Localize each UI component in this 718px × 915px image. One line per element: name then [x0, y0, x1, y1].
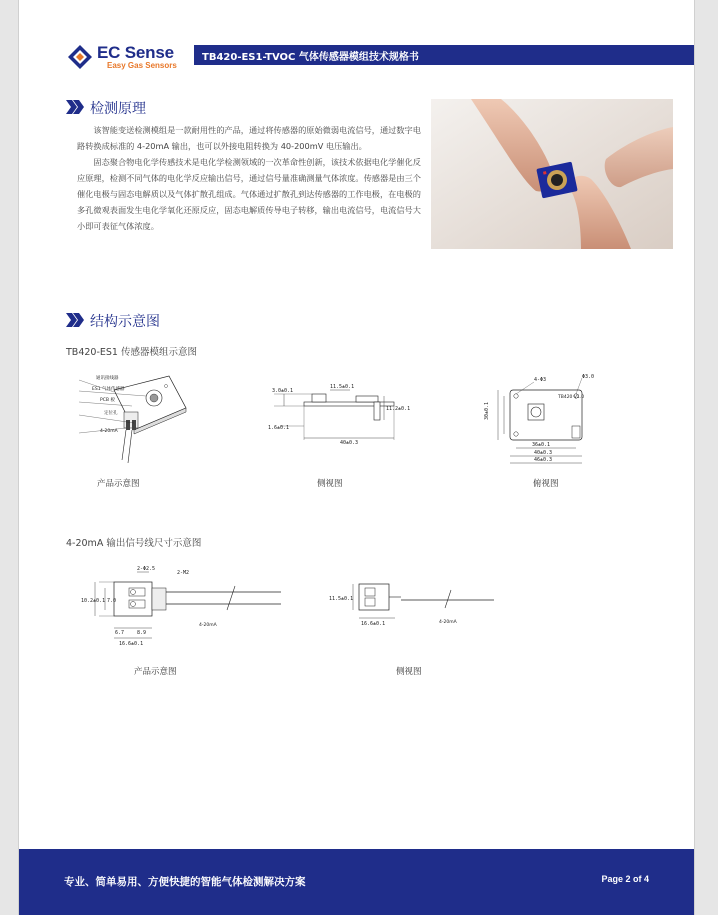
svg-text:11.5±0.1: 11.5±0.1: [330, 384, 355, 390]
section-heading-principle: [66, 98, 266, 118]
document-page: [18, 0, 695, 915]
document-title: TB420-ES1-TVOC 气体传感器模组技术规格书: [202, 52, 419, 63]
svg-text:11.5±0.1: 11.5±0.1: [329, 596, 354, 602]
figure2-caption-product: 产品示意图: [134, 667, 177, 677]
section-title: 结构示意图: [90, 314, 160, 330]
cable-label: 4-20mA: [199, 623, 217, 628]
svg-text:16.6±0.1: 16.6±0.1: [119, 641, 144, 647]
figure1-subtitle: TB420-ES1 传感器模组示意图: [66, 347, 197, 358]
ec-sense-logo: [67, 42, 197, 70]
label-gas-sensor: ES1 气体传感器: [92, 387, 125, 392]
svg-text:6.7: 6.7: [115, 630, 125, 636]
svg-text:1.6±0.1: 1.6±0.1: [268, 425, 290, 431]
svg-text:3.0±0.1: 3.0±0.1: [272, 388, 294, 394]
figure1-caption-top: 俯视图: [533, 479, 559, 489]
page-footer: [19, 849, 694, 915]
figure2-subtitle: 4-20mA 输出信号线尺寸示意图: [66, 538, 202, 549]
label-pcb: PCB 板: [100, 398, 115, 403]
svg-text:46±0.3: 46±0.3: [534, 457, 553, 463]
svg-text:11.2±0.1: 11.2±0.1: [386, 406, 411, 412]
svg-text:7.0: 7.0: [107, 598, 117, 604]
paragraph: 该智能变送检测模组是一款耐用性的产品，通过将传感器的原始微弱电流信号，通过数字电路转换成标准的 4-20mA 输出，也可以外接电阻转换为 40-200mV 电压输出。: [77, 125, 421, 151]
svg-text:8.9: 8.9: [137, 630, 147, 636]
figure1-caption-side: 侧视图: [317, 479, 343, 489]
svg-text:36±0.1: 36±0.1: [532, 442, 551, 448]
svg-text:40±0.3: 40±0.3: [534, 450, 553, 456]
cable-label: 4-20mA: [439, 620, 457, 625]
module-top-view-drawing: [474, 370, 604, 470]
figure2-caption-side: 侧视图: [396, 667, 422, 677]
brand-name: EC Sense: [97, 43, 174, 62]
board-label: TB420 V1.0: [558, 395, 585, 400]
double-chevron-icon: [66, 100, 84, 114]
label-mount-hole: 定位孔: [104, 411, 118, 416]
label-output: 4-20mA: [100, 429, 118, 434]
svg-text:2-Φ2.5: 2-Φ2.5: [137, 566, 156, 572]
module-product-drawing: [74, 368, 199, 473]
principle-text: [77, 122, 422, 234]
svg-text:30±0.1: 30±0.1: [484, 401, 490, 420]
footer-slogan: 专业、简单易用、方便快捷的智能气体检测解决方案: [64, 876, 306, 888]
svg-text:Φ3.0: Φ3.0: [582, 374, 595, 380]
svg-text:4-Φ3: 4-Φ3: [534, 377, 547, 383]
svg-text:16.6±0.1: 16.6±0.1: [361, 621, 386, 627]
sensor-in-fingers-photo: [431, 99, 673, 249]
logo-diamond-icon: [67, 44, 93, 70]
paragraph: 固态聚合物电化学传感技术是电化学检测领域的一次革命性创新，该技术依据电化学催化反应原理，检测不同气体的电化学反应输出信号，通过信号量准确测量气体浓度。传感器是由三个催化电极与固态电解质以及气体扩散孔组成。气体通过扩散孔到达传感器的工作电极，在电极的多孔微观表面发生电化学氧化还原反应，固态电解质传导电子转移，输出电流信号，电流信号大小即可表征气体浓度。: [77, 157, 421, 231]
cable-product-drawing: [59, 562, 289, 657]
label-connector: 通讯接线器: [96, 376, 119, 381]
figure1-caption-product: 产品示意图: [97, 479, 140, 489]
section-heading-structure: [66, 311, 266, 331]
cable-side-view-drawing: [309, 570, 509, 640]
module-side-view-drawing: [244, 380, 411, 455]
page-number: Page 2 of 4: [601, 874, 649, 884]
svg-text:2-M2: 2-M2: [177, 570, 190, 576]
double-chevron-icon: [66, 313, 84, 327]
header-title-bar: [194, 45, 694, 65]
svg-text:10.2±0.1: 10.2±0.1: [81, 598, 106, 604]
section-title: 检测原理: [90, 101, 146, 117]
brand-tagline: Easy Gas Sensors: [107, 61, 177, 70]
svg-text:40±0.3: 40±0.3: [340, 440, 359, 446]
